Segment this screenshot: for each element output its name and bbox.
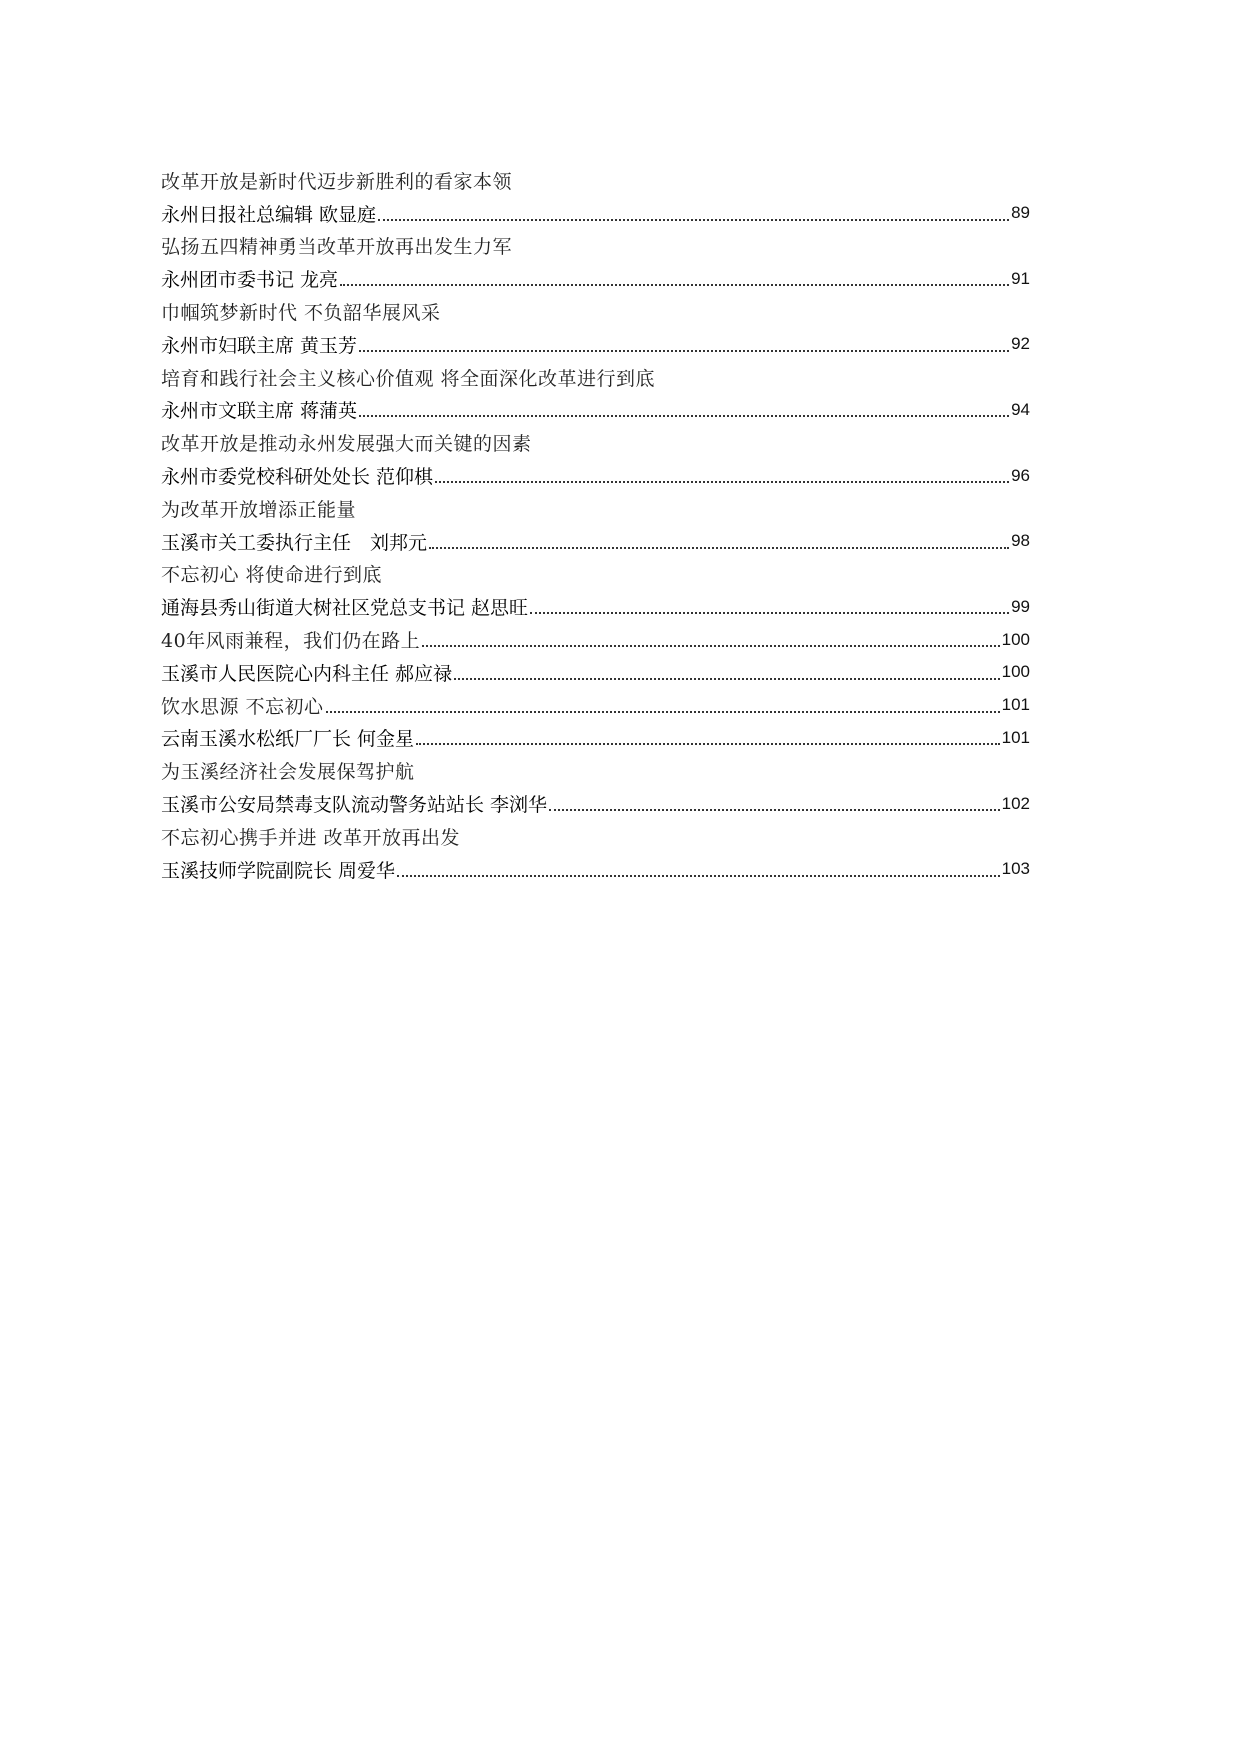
dot-leader — [429, 546, 1009, 549]
toc-entry-text: 改革开放是新时代迈步新胜利的看家本领 — [161, 170, 513, 193]
toc-entry-title[interactable] — [161, 820, 1030, 853]
toc-entry-title[interactable] — [161, 164, 1030, 197]
toc-entry-title[interactable] — [161, 623, 1030, 656]
dot-leader — [397, 874, 1000, 877]
toc-page-number: 92 — [1011, 334, 1030, 354]
toc-entry-text: 云南玉溪水松纸厂厂长 何金星 — [161, 728, 415, 751]
toc-entry-title[interactable] — [161, 361, 1030, 394]
table-of-contents — [161, 164, 1030, 886]
toc-page-number: 100 — [1001, 662, 1030, 682]
toc-entry-author[interactable] — [161, 459, 1030, 492]
toc-entry-author[interactable] — [161, 262, 1030, 295]
toc-entry-author[interactable] — [161, 656, 1030, 689]
toc-page-number: 101 — [1001, 695, 1030, 715]
toc-page-number: 99 — [1011, 596, 1030, 616]
toc-entry-text: 为玉溪经济社会发展保驾护航 — [161, 761, 415, 784]
toc-entry-text: 玉溪市人民医院心内科主任 郝应禄 — [161, 662, 453, 685]
toc-entry-text: 玉溪市公安局禁毒支队流动警务站站长 李浏华 — [161, 794, 548, 817]
toc-entry-text: 40年风雨兼程，我们仍在路上 — [161, 630, 421, 653]
toc-entry-author[interactable] — [161, 787, 1030, 820]
toc-entry-text: 永州团市委书记 龙亮 — [161, 269, 339, 292]
toc-entry-title[interactable] — [161, 689, 1030, 722]
toc-entry-text: 玉溪技师学院副院长 周爱华 — [161, 859, 396, 882]
toc-page-number: 100 — [1001, 629, 1030, 649]
toc-entry-text: 玉溪市关工委执行主任 刘邦元 — [161, 531, 428, 554]
toc-entry-text: 永州市委党校科研处处长 范仰棋 — [161, 466, 434, 489]
dot-leader — [435, 480, 1009, 483]
toc-entry-title[interactable] — [161, 492, 1030, 525]
dot-leader — [378, 218, 1009, 221]
toc-entry-author[interactable] — [161, 590, 1030, 623]
toc-entry-text: 为改革开放增添正能量 — [161, 498, 357, 521]
toc-entry-text: 不忘初心 将使命进行到底 — [161, 564, 383, 587]
toc-page-number: 96 — [1011, 465, 1030, 485]
toc-page-number: 94 — [1011, 399, 1030, 419]
toc-entry-title[interactable] — [161, 558, 1030, 591]
dot-leader — [326, 710, 1000, 713]
toc-page-number: 98 — [1011, 531, 1030, 551]
toc-entry-title[interactable] — [161, 754, 1030, 787]
toc-entry-text: 弘扬五四精神勇当改革开放再出发生力军 — [161, 236, 513, 259]
toc-entry-author[interactable] — [161, 853, 1030, 886]
toc-entry-title[interactable] — [161, 230, 1030, 263]
toc-page-number: 102 — [1001, 793, 1030, 813]
dot-leader — [549, 808, 1000, 811]
toc-entry-author[interactable] — [161, 525, 1030, 558]
dot-leader — [422, 644, 999, 647]
toc-entry-text: 通海县秀山街道大树社区党总支书记 赵思旺 — [161, 597, 529, 620]
toc-entry-text: 不忘初心携手并进 改革开放再出发 — [161, 826, 461, 849]
toc-entry-author[interactable] — [161, 722, 1030, 755]
dot-leader — [359, 349, 1009, 352]
toc-entry-text: 巾帼筑梦新时代 不负韶华展风采 — [161, 302, 441, 325]
toc-entry-title[interactable] — [161, 426, 1030, 459]
toc-page-number: 101 — [1001, 727, 1030, 747]
toc-entry-text: 永州日报社总编辑 欧显庭 — [161, 203, 377, 226]
dot-leader — [454, 677, 1000, 680]
dot-leader — [340, 283, 1009, 286]
toc-entry-text: 永州市文联主席 蒋蒲英 — [161, 400, 358, 423]
toc-page-number: 103 — [1001, 859, 1030, 879]
toc-entry-text: 饮水思源 不忘初心 — [161, 695, 324, 718]
toc-entry-text: 永州市妇联主席 黄玉芳 — [161, 334, 358, 357]
toc-page-number: 89 — [1011, 203, 1030, 223]
dot-leader — [416, 742, 1000, 745]
toc-entry-author[interactable] — [161, 328, 1030, 361]
toc-entry-text: 改革开放是推动永州发展强大而关键的因素 — [161, 433, 532, 456]
toc-page-number: 91 — [1011, 268, 1030, 288]
toc-entry-text: 培育和践行社会主义核心价值观 将全面深化改革进行到底 — [161, 367, 656, 390]
dot-leader — [530, 611, 1009, 614]
toc-entry-author[interactable] — [161, 394, 1030, 427]
dot-leader — [359, 414, 1009, 417]
toc-entry-author[interactable] — [161, 197, 1030, 230]
toc-entry-title[interactable] — [161, 295, 1030, 328]
